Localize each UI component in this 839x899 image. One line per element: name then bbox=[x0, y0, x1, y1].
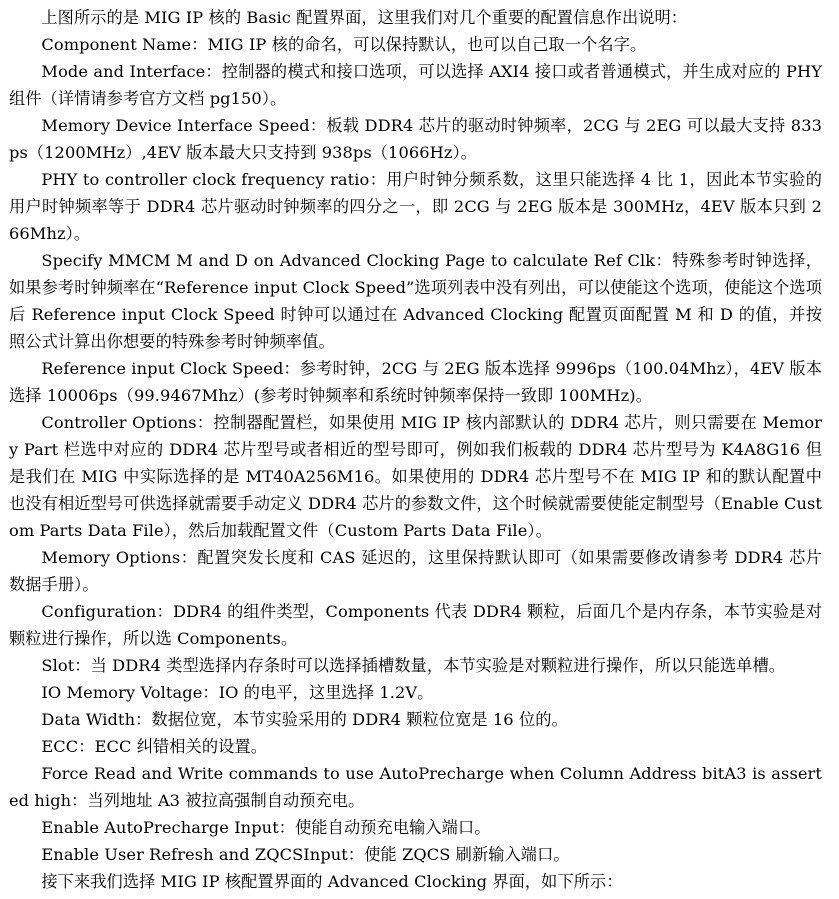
paragraph-ecc: ECC：ECC 纠错相关的设置。 bbox=[41, 737, 267, 756]
paragraph-mode-and-interface: Mode and Interface：控制器的模式和接口选项，可以选择 AXI4 接口或者普通模式，并生成对应的 PHY 组件（详情请参考官方文档 pg150）。 bbox=[9, 62, 822, 108]
paragraph-data-width: Data Width：数据位宽，本节实验采用的 DDR4 颗粒位宽是 16 位的。 bbox=[41, 710, 568, 729]
paragraph-phy-clock-ratio: PHY to controller clock frequency ratio：用户时钟分频系数，这里只能选择 4 比 1，因此本节实验的用户时钟频率等于 DDR4 芯片驱动时钟频率的四分之一，即 2CG 与 2EG 版本是 300MHz，4EV 版本只到 266Mhz）。 bbox=[9, 170, 822, 243]
paragraph-force-autoprecharge: Force Read and Write commands to use AutoPrecharge when Column Address bitA3 is asserted high：当列地址 A3 被拉高强制自动预充电。 bbox=[9, 764, 822, 810]
paragraph-reference-input-clock: Reference input Clock Speed：参考时钟，2CG 与 2EG 版本选择 9996ps（100.04Mhz），4EV 版本选择 10006ps（99.9467Mhz）(参考时钟频率和系统时钟频率保持一致即 100MHz)。 bbox=[9, 359, 822, 405]
paragraph-enable-user-refresh: Enable User Refresh and ZQCSInput：使能 ZQCS 刷新输入端口。 bbox=[41, 845, 570, 864]
paragraph-enable-autoprecharge: Enable AutoPrecharge Input：使能自动预充电输入端口。 bbox=[41, 818, 491, 837]
paragraph-memory-device-interface-speed: Memory Device Interface Speed：板载 DDR4 芯片的驱动时钟频率，2CG 与 2EG 可以最大支持 833ps（1200MHz）,4EV 版本最大只支持到 938ps（1066Hz）。 bbox=[9, 116, 822, 162]
paragraph-next-advanced-clocking: 接下来我们选择 MIG IP 核配置界面的 Advanced Clocking 界面，如下所示： bbox=[41, 872, 623, 891]
paragraph-intro: 上图所示的是 MIG IP 核的 Basic 配置界面，这里我们对几个重要的配置信息作出说明： bbox=[41, 8, 688, 27]
paragraph-configuration: Configuration：DDR4 的组件类型，Components 代表 DDR4 颗粒，后面几个是内存条，本节实验是对颗粒进行操作，所以选 Components。 bbox=[9, 602, 822, 648]
paragraph-component-name: Component Name：MIG IP 核的命名，可以保持默认，也可以自己取一个名字。 bbox=[41, 35, 647, 54]
paragraph-specify-mmcm: Specify MMCM M and D on Advanced Clocking Page to calculate Ref Clk：特殊参考时钟选择，如果参考时钟频率在“Reference input Clock Speed”选项列表中没有列出，可以使能这个选项，使能这个选项后 Reference input Clock Speed 时钟可以通过在 Advanced Clocking 配置页面配置 M 和 D 的值，并按照公式计算出你想要的特殊参考时钟频率值。 bbox=[9, 251, 822, 351]
paragraph-memory-options: Memory Options：配置突发长度和 CAS 延迟的，这里保持默认即可（如果需要修改请参考 DDR4 芯片数据手册）。 bbox=[9, 548, 822, 594]
paragraph-io-memory-voltage: IO Memory Voltage：IO 的电平，这里选择 1.2V。 bbox=[41, 683, 434, 702]
paragraph-slot: Slot：当 DDR4 类型选择内存条时可以选择插槽数量，本节实验是对颗粒进行操作，所以只能选单槽。 bbox=[41, 656, 786, 675]
paragraph-controller-options: Controller Options：控制器配置栏，如果使用 MIG IP 核内部默认的 DDR4 芯片，则只需要在 Memory Part 栏选中对应的 DDR4 芯片型号或者相近的型号即可，例如我们板载的 DDR4 芯片型号为 K4A8G16 但是我们在 MIG 中实际选择的是 MT40A256M16。如果使用的 DDR4 芯片型号不在 MIG IP 和的默认配置中也没有相近型号可供选择就需要手动定义 DDR4 芯片的参数文件，这个时候就需要使能定制型号（Enable Custom Parts Data File），然后加载配置文件（Custom Parts Data File）。 bbox=[9, 413, 822, 540]
